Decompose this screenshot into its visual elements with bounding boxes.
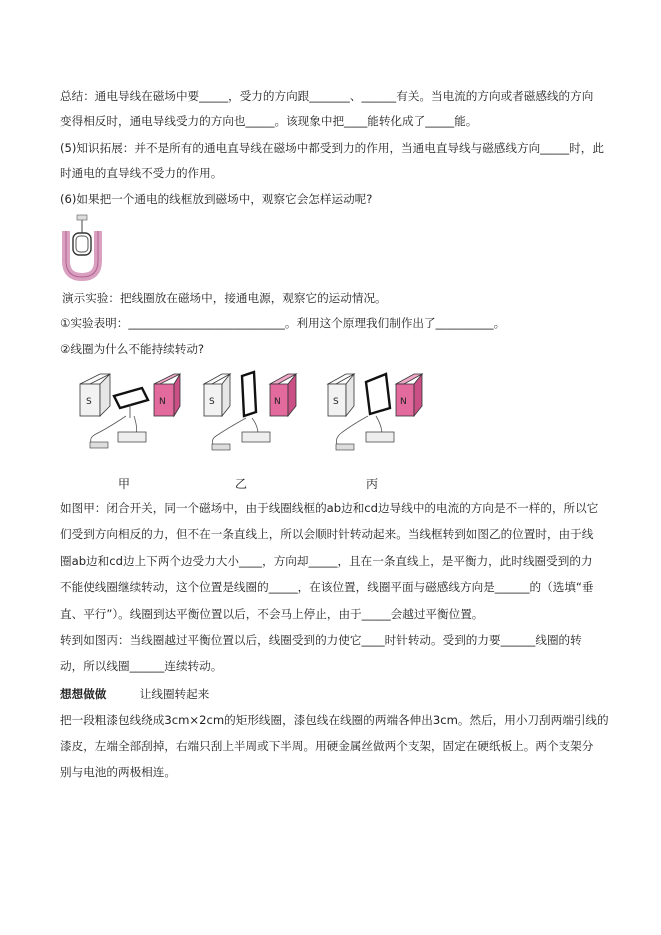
extension-line-1: (5)知识拓展：并不是所有的通电直导线在磁场中都受到力的作用，当通电直导线与磁感线方向_____时，此 [60,141,604,155]
figure-yi [202,368,302,456]
magnet-s-label: S [209,397,215,407]
explanation-line-3: 圈ab边和cd边上下两个边受力大小____，方向却_____，且在一条直线上，是平衡力，此时线圈受到的力 [60,554,593,568]
think-and-do-label: 想想做做 [60,687,107,701]
summary-line-1: 总结：通电导线在磁场中要_____，受力的方向跟_______、______有关。当电流的方向或者磁感线的方向 [60,89,594,103]
activity-line-2: 漆皮，左端全部刮掉，右端只刮上半周或下半周。用硬金属丝做两个支架，固定在硬纸板上。两个支架分 [60,739,594,753]
magnet-n-label: N [400,397,407,407]
magnet-n-label: N [159,397,166,407]
explanation-line-4: 不能使线圈继续转动，这个位置是线圈的_____，在该位置，线圈平面与磁感线方向是______的（选填“垂 [60,580,594,594]
explanation-line-6: 转到如图丙：当线圈越过平衡位置以后，线圈受到的力使它____时针转动。受到的力要______线圈的转 [60,633,582,647]
caption-yi: 乙 [235,477,248,491]
caption-jia: 甲 [118,477,131,491]
experiment-result: ①实验表明：___________________________。利用这个原理我们制作出了__________。 [60,316,506,330]
think-and-do-title: 让线圈转起来 [139,687,210,701]
caption-bing: 丙 [366,477,379,491]
think-and-do-heading [60,686,209,702]
demo-experiment: 演示实验：把线圈放在磁场中，接通电源，观察它的运动情况。 [62,291,387,305]
explanation-line-2: 们受到方向相反的力，但不在一条直线上，所以会顺时针转动起来。当线框转到如图乙的位置时，由于线 [60,527,594,541]
summary-line-2: 变得相反时，通电导线受力的方向也_____。该现象中把____能转化成了_____能。 [60,114,478,128]
explanation-line-5: 直、平行”）。线圈到达平衡位置以后，不会马上停止，由于_____会越过平衡位置。 [60,607,484,621]
question-continuous-rotation: ②线圈为什么不能持续转动? [60,342,205,356]
activity-line-1: 把一段粗漆包线绕成3cm×2cm的矩形线圈，漆包线在线圈的两端各伸出3cm。然后，用小刀刮两端引线的 [60,713,609,727]
question-6: (6)如果把一个通电的线框放到磁场中，观察它会怎样运动呢? [60,192,373,206]
extension-line-2: 时通电的直导线不受力的作用。 [60,166,223,180]
activity-line-3: 别与电池的两极相连。 [60,765,176,779]
figure-bing [326,368,426,456]
explanation-line-1: 如图甲：闭合开关，同一个磁场中，由于线圈线框的ab边和cd边导线中的电流的方向是不一样的，所以它 [60,501,599,515]
magnet-s-label: S [333,397,339,407]
magnet-n-label: N [274,397,281,407]
explanation-line-7: 动，所以线圈______连续转动。 [60,659,223,673]
magnet-s-label: S [86,397,92,407]
horseshoe-magnet-figure [60,213,104,283]
figure-jia [78,368,190,456]
